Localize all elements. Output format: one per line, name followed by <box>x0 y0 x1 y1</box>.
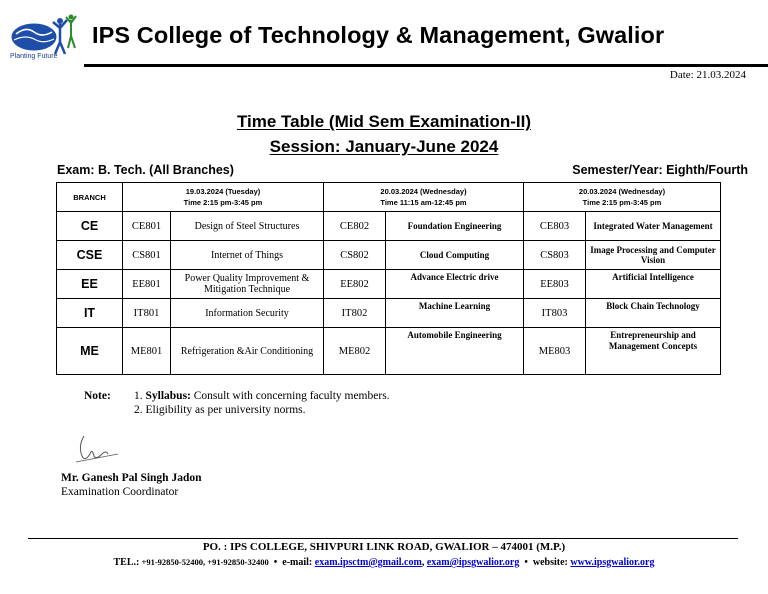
subject-name: Power Quality Improvement & Mitigation Technique <box>171 270 324 299</box>
table-row <box>57 270 721 299</box>
semester-label: Semester/Year: Eighth/Fourth <box>572 163 748 177</box>
exam-label: Exam: B. Tech. (All Branches) <box>57 163 234 177</box>
website-label: website: <box>532 557 568 568</box>
table-row <box>57 212 721 241</box>
branch-cell: EE <box>57 270 123 299</box>
footer-contact <box>0 557 768 568</box>
subject-name: Foundation Engineering <box>386 212 524 241</box>
subject-code: CE803 <box>524 212 586 241</box>
subject-code: ME801 <box>123 328 171 375</box>
subject-name: Block Chain Technology <box>586 299 721 328</box>
subject-name: Image Processing and Computer Vision <box>586 241 721 270</box>
table-row <box>57 299 721 328</box>
email-label: e-mail: <box>282 557 313 568</box>
email-link[interactable]: exam.ipsctm@gmail.com <box>314 557 422 568</box>
college-name: IPS College of Technology & Management, Gwalior <box>92 22 665 48</box>
document-date: Date: 21.03.2024 <box>669 69 746 81</box>
subject-code: ME803 <box>524 328 586 375</box>
subject-name: Refrigeration &Air Conditioning <box>171 328 324 375</box>
subject-code: IT803 <box>524 299 586 328</box>
subject-code: CS802 <box>324 241 386 270</box>
branch-cell: CSE <box>57 241 123 270</box>
subject-name: Entrepreneurship and Management Concepts <box>586 328 721 375</box>
subject-name: Design of Steel Structures <box>171 212 324 241</box>
tel-label: TEL.: <box>113 557 140 568</box>
note-item: 1. Syllabus: Consult with concerning faculty members. <box>134 390 390 402</box>
note-item: 2. Eligibility as per university norms. <box>134 404 306 416</box>
subject-code: IT801 <box>123 299 171 328</box>
branch-cell: IT <box>57 299 123 328</box>
timetable <box>56 182 721 375</box>
session-header: 19.03.2024 (Tuesday) Time 2:15 pm-3:45 pm <box>123 183 324 212</box>
subject-name: Machine Learning <box>386 299 524 328</box>
footer-divider <box>28 538 738 539</box>
signature <box>74 432 120 466</box>
footer-address: PO. : IPS COLLEGE, SHIVPURI LINK ROAD, GWALIOR – 474001 (M.P.) <box>202 541 566 553</box>
subject-code: EE801 <box>123 270 171 299</box>
subject-name: Advance Electric drive <box>386 270 524 299</box>
signatory-title: Examination Coordinator <box>61 486 179 498</box>
separator: , <box>421 557 425 568</box>
table-header-row <box>57 183 721 212</box>
subject-code: EE803 <box>524 270 586 299</box>
table-row <box>57 328 721 375</box>
session-header: 20.03.2024 (Wednesday) Time 2:15 pm-3:45 pm <box>524 183 721 212</box>
logo-tagline: Planting Future <box>10 53 58 60</box>
subject-code: CE802 <box>324 212 386 241</box>
subject-name: Cloud Computing <box>386 241 524 270</box>
branch-cell: ME <box>57 328 123 375</box>
tel-numbers: +91-92850-52400, +91-92850-32400 <box>139 557 269 567</box>
bullet: • <box>524 557 528 568</box>
header-divider <box>84 64 768 67</box>
subject-code: CS801 <box>123 241 171 270</box>
email-link[interactable]: exam@ipsgwalior.org <box>426 557 520 568</box>
note-label: Note: <box>84 390 111 402</box>
session-title: Session: January-June 2024 <box>269 137 499 156</box>
branch-header: BRANCH <box>57 183 123 212</box>
subject-name: Artificial Intelligence <box>586 270 721 299</box>
subject-name: Integrated Water Management <box>586 212 721 241</box>
subject-code: CS803 <box>524 241 586 270</box>
branch-cell: CE <box>57 212 123 241</box>
subject-code: ME802 <box>324 328 386 375</box>
subject-name: Internet of Things <box>171 241 324 270</box>
subject-name: Automobile Engineering <box>386 328 524 375</box>
session-header: 20.03.2024 (Wednesday) Time 11:15 am-12:45 pm <box>324 183 524 212</box>
timetable-title: Time Table (Mid Sem Examination-II) <box>236 112 532 131</box>
subject-code: IT802 <box>324 299 386 328</box>
subject-name: Information Security <box>171 299 324 328</box>
website-link[interactable]: www.ipsgwalior.org <box>570 557 655 568</box>
signatory-name: Mr. Ganesh Pal Singh Jadon <box>61 472 202 484</box>
bullet: • <box>273 557 278 568</box>
subject-code: CE801 <box>123 212 171 241</box>
subject-code: EE802 <box>324 270 386 299</box>
table-row <box>57 241 721 270</box>
